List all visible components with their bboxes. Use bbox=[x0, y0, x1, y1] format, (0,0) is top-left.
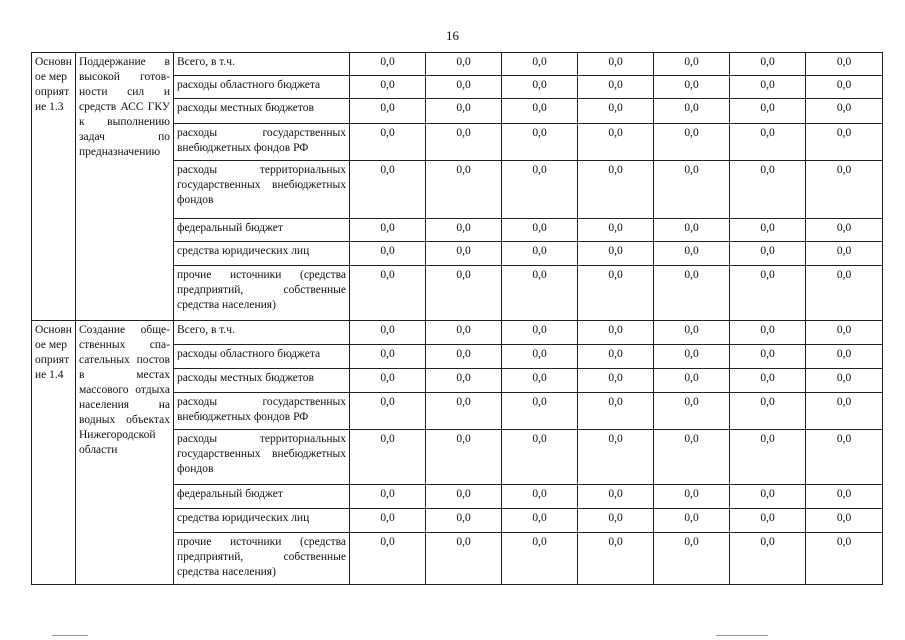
amount-cell: 0,0 bbox=[654, 53, 730, 76]
amount-cell: 0,0 bbox=[730, 124, 806, 161]
funding-source: расходы территориальных государственных внебюджетных фондов bbox=[174, 430, 350, 485]
funding-source: расходы государственных внебюджетных фондов РФ bbox=[174, 393, 350, 430]
amount-cell: 0,0 bbox=[806, 509, 883, 533]
funding-source: Всего, в т.ч. bbox=[174, 53, 350, 76]
amount-cell: 0,0 bbox=[806, 161, 883, 219]
amount-cell: 0,0 bbox=[502, 321, 578, 345]
funding-source: прочие источники (средства предприятий, собственные средства населения) bbox=[174, 533, 350, 585]
funding-source: расходы областного бюджета bbox=[174, 345, 350, 369]
amount-cell: 0,0 bbox=[426, 485, 502, 509]
amount-cell: 0,0 bbox=[350, 430, 426, 485]
amount-cell: 0,0 bbox=[350, 345, 426, 369]
amount-cell: 0,0 bbox=[730, 76, 806, 99]
amount-cell: 0,0 bbox=[730, 53, 806, 76]
amount-cell: 0,0 bbox=[426, 369, 502, 393]
funding-source: средства юридических лиц bbox=[174, 509, 350, 533]
amount-cell: 0,0 bbox=[426, 393, 502, 430]
amount-cell: 0,0 bbox=[502, 266, 578, 321]
amount-cell: 0,0 bbox=[578, 321, 654, 345]
amount-cell: 0,0 bbox=[806, 242, 883, 266]
amount-cell: 0,0 bbox=[426, 124, 502, 161]
page-number: 16 bbox=[446, 28, 459, 43]
funding-source: средства юридических лиц bbox=[174, 242, 350, 266]
measure-code: Основное мероприятие 1.4 bbox=[32, 321, 76, 585]
amount-cell: 0,0 bbox=[426, 266, 502, 321]
amount-cell: 0,0 bbox=[578, 219, 654, 242]
amount-cell: 0,0 bbox=[502, 99, 578, 124]
funding-source: федеральный бюджет bbox=[174, 219, 350, 242]
table-row bbox=[32, 321, 883, 345]
amount-cell: 0,0 bbox=[502, 533, 578, 585]
amount-cell: 0,0 bbox=[578, 99, 654, 124]
amount-cell: 0,0 bbox=[502, 393, 578, 430]
amount-cell: 0,0 bbox=[350, 53, 426, 76]
funding-source: расходы местных бюджетов bbox=[174, 99, 350, 124]
amount-cell: 0,0 bbox=[350, 124, 426, 161]
measure-code: Основное мероприятие 1.3 bbox=[32, 53, 76, 321]
footer-rule-right bbox=[716, 635, 768, 636]
amount-cell: 0,0 bbox=[654, 161, 730, 219]
amount-cell: 0,0 bbox=[806, 76, 883, 99]
amount-cell: 0,0 bbox=[350, 533, 426, 585]
amount-cell: 0,0 bbox=[350, 369, 426, 393]
amount-cell: 0,0 bbox=[350, 242, 426, 266]
amount-cell: 0,0 bbox=[502, 345, 578, 369]
amount-cell: 0,0 bbox=[426, 242, 502, 266]
amount-cell: 0,0 bbox=[578, 509, 654, 533]
amount-cell: 0,0 bbox=[350, 393, 426, 430]
amount-cell: 0,0 bbox=[426, 219, 502, 242]
amount-cell: 0,0 bbox=[578, 53, 654, 76]
amount-cell: 0,0 bbox=[806, 321, 883, 345]
funding-source: расходы государственных внебюджетных фондов РФ bbox=[174, 124, 350, 161]
funding-source: расходы территориальных государственных внебюджетных фондов bbox=[174, 161, 350, 219]
amount-cell: 0,0 bbox=[578, 369, 654, 393]
budget-table bbox=[31, 52, 883, 585]
amount-cell: 0,0 bbox=[350, 485, 426, 509]
amount-cell: 0,0 bbox=[426, 161, 502, 219]
amount-cell: 0,0 bbox=[730, 393, 806, 430]
amount-cell: 0,0 bbox=[654, 99, 730, 124]
budget-table-body bbox=[32, 53, 883, 585]
amount-cell: 0,0 bbox=[502, 53, 578, 76]
amount-cell: 0,0 bbox=[502, 242, 578, 266]
amount-cell: 0,0 bbox=[806, 533, 883, 585]
amount-cell: 0,0 bbox=[654, 242, 730, 266]
table-row bbox=[32, 53, 883, 76]
amount-cell: 0,0 bbox=[654, 321, 730, 345]
amount-cell: 0,0 bbox=[654, 266, 730, 321]
amount-cell: 0,0 bbox=[730, 485, 806, 509]
footer-rule-left bbox=[52, 635, 88, 636]
amount-cell: 0,0 bbox=[730, 266, 806, 321]
amount-cell: 0,0 bbox=[730, 161, 806, 219]
amount-cell: 0,0 bbox=[730, 509, 806, 533]
amount-cell: 0,0 bbox=[502, 485, 578, 509]
amount-cell: 0,0 bbox=[730, 533, 806, 585]
amount-cell: 0,0 bbox=[654, 345, 730, 369]
amount-cell: 0,0 bbox=[426, 345, 502, 369]
amount-cell: 0,0 bbox=[806, 53, 883, 76]
amount-cell: 0,0 bbox=[654, 124, 730, 161]
amount-cell: 0,0 bbox=[654, 76, 730, 99]
amount-cell: 0,0 bbox=[426, 533, 502, 585]
amount-cell: 0,0 bbox=[350, 321, 426, 345]
amount-cell: 0,0 bbox=[426, 509, 502, 533]
amount-cell: 0,0 bbox=[350, 509, 426, 533]
amount-cell: 0,0 bbox=[578, 76, 654, 99]
amount-cell: 0,0 bbox=[730, 99, 806, 124]
amount-cell: 0,0 bbox=[502, 509, 578, 533]
funding-source: Всего, в т.ч. bbox=[174, 321, 350, 345]
amount-cell: 0,0 bbox=[654, 485, 730, 509]
amount-cell: 0,0 bbox=[654, 509, 730, 533]
amount-cell: 0,0 bbox=[806, 99, 883, 124]
amount-cell: 0,0 bbox=[806, 219, 883, 242]
amount-cell: 0,0 bbox=[806, 266, 883, 321]
amount-cell: 0,0 bbox=[654, 393, 730, 430]
amount-cell: 0,0 bbox=[806, 369, 883, 393]
amount-cell: 0,0 bbox=[806, 430, 883, 485]
amount-cell: 0,0 bbox=[578, 242, 654, 266]
amount-cell: 0,0 bbox=[578, 393, 654, 430]
amount-cell: 0,0 bbox=[350, 161, 426, 219]
amount-cell: 0,0 bbox=[578, 345, 654, 369]
amount-cell: 0,0 bbox=[350, 76, 426, 99]
funding-source: прочие источники (средства предприятий, собственные средства населения) bbox=[174, 266, 350, 321]
amount-cell: 0,0 bbox=[730, 369, 806, 393]
amount-cell: 0,0 bbox=[502, 430, 578, 485]
amount-cell: 0,0 bbox=[502, 124, 578, 161]
amount-cell: 0,0 bbox=[806, 393, 883, 430]
amount-cell: 0,0 bbox=[730, 430, 806, 485]
amount-cell: 0,0 bbox=[426, 430, 502, 485]
amount-cell: 0,0 bbox=[578, 124, 654, 161]
amount-cell: 0,0 bbox=[426, 99, 502, 124]
amount-cell: 0,0 bbox=[502, 161, 578, 219]
amount-cell: 0,0 bbox=[502, 369, 578, 393]
funding-source: федеральный бюджет bbox=[174, 485, 350, 509]
measure-name: Поддержание в высокой готовности сил и средств АСС ГКУ к выполнению задач по предназначению bbox=[76, 53, 174, 321]
amount-cell: 0,0 bbox=[730, 345, 806, 369]
amount-cell: 0,0 bbox=[654, 219, 730, 242]
amount-cell: 0,0 bbox=[350, 219, 426, 242]
amount-cell: 0,0 bbox=[730, 321, 806, 345]
amount-cell: 0,0 bbox=[426, 76, 502, 99]
amount-cell: 0,0 bbox=[578, 161, 654, 219]
amount-cell: 0,0 bbox=[578, 533, 654, 585]
amount-cell: 0,0 bbox=[806, 124, 883, 161]
amount-cell: 0,0 bbox=[806, 345, 883, 369]
amount-cell: 0,0 bbox=[426, 53, 502, 76]
amount-cell: 0,0 bbox=[654, 369, 730, 393]
amount-cell: 0,0 bbox=[578, 430, 654, 485]
amount-cell: 0,0 bbox=[502, 76, 578, 99]
amount-cell: 0,0 bbox=[578, 266, 654, 321]
amount-cell: 0,0 bbox=[654, 430, 730, 485]
amount-cell: 0,0 bbox=[426, 321, 502, 345]
amount-cell: 0,0 bbox=[730, 242, 806, 266]
amount-cell: 0,0 bbox=[730, 219, 806, 242]
funding-source: расходы областного бюджета bbox=[174, 76, 350, 99]
amount-cell: 0,0 bbox=[806, 485, 883, 509]
amount-cell: 0,0 bbox=[350, 99, 426, 124]
amount-cell: 0,0 bbox=[578, 485, 654, 509]
amount-cell: 0,0 bbox=[502, 219, 578, 242]
amount-cell: 0,0 bbox=[350, 266, 426, 321]
funding-source: расходы местных бюджетов bbox=[174, 369, 350, 393]
measure-name: Создание общественных спасательных постов в местах массового отдыха населения на водных объектах Нижегородской области bbox=[76, 321, 174, 585]
amount-cell: 0,0 bbox=[654, 533, 730, 585]
